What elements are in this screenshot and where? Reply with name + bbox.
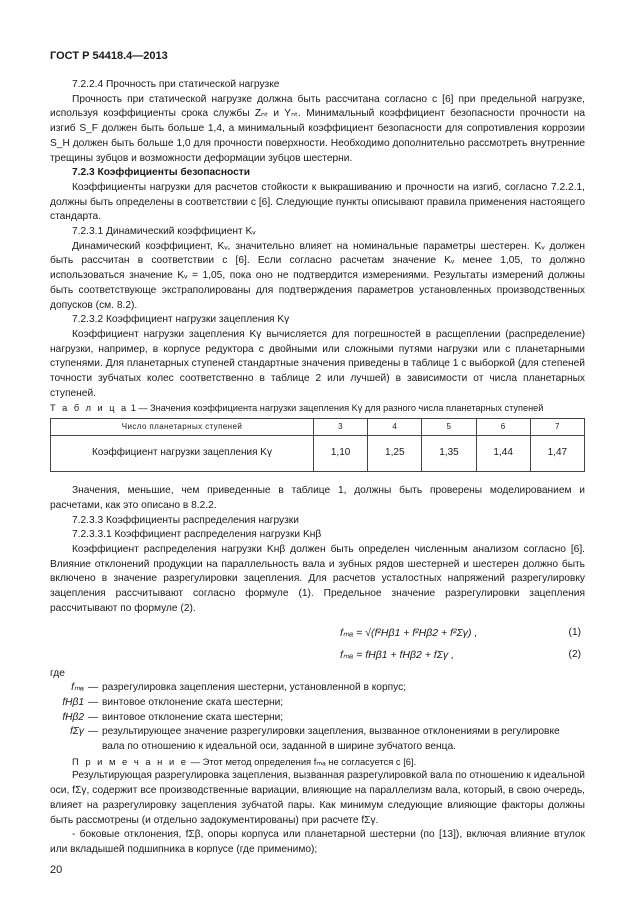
section-7-2-3-title: 7.2.3 Коэффициенты безопасности xyxy=(72,167,251,179)
paragraph: Результирующая разрегулировка зацепления, вызванная разрегулировкой вала по отношению к идеальной оси, fΣγ, содержит все производственные вариации, влияющие на параллелизм вала, который, в свою очередь, влияет на разрегулировку зацепления зубчатой пары. Как минимум следующие влияющие факторы должны быть рассмотрены (и отдельно задокументированы) при расчете fΣγ. xyxy=(50,770,585,826)
definition-text: винтовое отклонение ската шестерни; xyxy=(102,696,284,708)
table-cell: 1,25 xyxy=(368,436,422,472)
planetary-stages-table xyxy=(50,418,585,472)
paragraph: Коэффициенты нагрузки для расчетов стойкости к выкрашиванию и прочности на изгиб, согласно 7.2.2.1, должны быть определены в соответствии с [6]. Следующие пункты описывают правила применения настоящего стандарта. xyxy=(50,181,585,223)
formula-1 xyxy=(50,623,585,645)
where-label: где xyxy=(50,667,65,679)
formula-2 xyxy=(50,645,585,667)
table-caption-lead: Т а б л и ц а xyxy=(50,403,129,414)
table-header-cell: 4 xyxy=(368,419,422,436)
definition-text: винтовое отклонение ската шестерни; xyxy=(102,711,284,723)
table-header-row xyxy=(51,419,585,436)
table-header-cell: 7 xyxy=(530,419,584,436)
table-header-cell: 6 xyxy=(476,419,530,436)
definition-symbol: fₘₐ xyxy=(71,682,84,694)
definition-symbol: fHβ2 xyxy=(62,711,84,723)
table-cell: 1,47 xyxy=(530,436,584,472)
table-row xyxy=(51,436,585,472)
definition-text: разрегулировка зацепления шестерни, установленной в корпус; xyxy=(102,682,407,694)
table-caption-text: 1 — Значения коэффициента нагрузки зацепления Kγ для разного числа планетарных ступеней xyxy=(130,403,544,414)
page-number: 20 xyxy=(50,864,63,876)
note-text: — Этот метод определения fₘₐ не согласуется с [6]. xyxy=(190,755,417,767)
paragraph: Коэффициент распределения нагрузки Kʜβ должен быть определен численным анализом согласно [6]. Влияние отклонений продукции на параллельность вала и зубных рядов шестерней и шестерен должно быть включено в значение разрегулировки зацепления. Для расчетов усталостных напряжений разрегулировку зацепления рассчитывают согласно формуле (1). Предельное значение разрегулировки зацепления рассчитывают по формуле (2). xyxy=(50,543,585,614)
definition-symbol: fHβ1 xyxy=(62,696,84,708)
table-cell: 1,35 xyxy=(422,436,476,472)
table-caption xyxy=(50,401,585,416)
formula-2-expression: fₘₐ = fHβ1 + fHβ2 + fΣγ , xyxy=(340,648,455,661)
paragraph: Динамический коэффициент, Kᵥ, значительно влияет на номинальные параметры шестерен. Kᵥ должен быть рассчитан в соответствии с [6]. Если согласно расчетам значение Kᵥ менее 1,05, то должно использоваться значение Kᵥ = 1,05, пока оно не подтвердится измерениями. Результаты измерений должны быть соответствующе экстраполированы для подтверждения параметров установленных производственных допусков (см. 8.2). xyxy=(50,240,585,311)
table-row-label: Коэффициент нагрузки зацепления Kγ xyxy=(51,436,314,472)
table-header-cell: 5 xyxy=(422,419,476,436)
table-cell: 1,10 xyxy=(314,436,368,472)
section-7-2-3-2-title: 7.2.3.2 Коэффициент нагрузки зацепления Kγ xyxy=(72,314,290,326)
section-7-2-3-1-title: 7.2.3.1 Динамический коэффициент Kᵥ xyxy=(72,226,256,238)
table-header-label: Число планетарных ступеней xyxy=(51,419,314,436)
paragraph: Коэффициент нагрузки зацепления Kγ вычисляется для погрешностей в расщеплении (распределение) нагрузки, например, в корпусе редуктора с двойными или сложными путями нагрузки или с планетарными ступенями. Для планетарных ступеней стандартные значения приведены в таблице 1 с выборкой (для степеней точности зубчатых колес соответственно в таблице 2 или лучшей) в зависимости от числа планетарных ступеней. xyxy=(50,328,585,399)
section-7-2-2-4-title: 7.2.2.4 Прочность при статической нагрузке xyxy=(72,79,280,90)
paragraph: Значения, меньшие, чем приведенные в таблице 1, должны быть проверены моделированием и расчетами, как это описано в 8.2.2. xyxy=(50,485,585,511)
paragraph: - боковые отклонения, fΣβ, опоры корпуса или планетарной шестерни (по [13]), включая влияние втулок или вкладышей подшипника в корпусе (где применимо); xyxy=(50,829,585,855)
formula-1-number: (1) xyxy=(568,626,581,638)
definition-symbol: fΣγ xyxy=(69,726,84,738)
formula-2-number: (2) xyxy=(568,648,581,660)
section-7-2-3-3-1-title: 7.2.3.3.1 Коэффициент распределения нагрузки Kʜβ xyxy=(72,529,322,541)
paragraph: Прочность при статической нагрузке должна быть рассчитана согласно с [6] при предельной нагрузке, используя коэффициенты срока службы Zₙₜ и Yₙₜ. Минимальный коэффициент безопасности прочности на изгиб S_F должен быть больше 1,4, а минимальный коэффициент безопасности для сопротивления коррозии S_H должен быть больше 1,0 для прочности поверхности. Необходимо дополнительно рассмотреть внутренние трещины зубцов и возможности деформации зубцов шестерни. xyxy=(50,93,585,164)
document-body xyxy=(50,78,585,858)
table-header-cell: 3 xyxy=(314,419,368,436)
table-cell: 1,44 xyxy=(476,436,530,472)
section-7-2-3-3-title: 7.2.3.3 Коэффициенты распределения нагрузки xyxy=(72,514,299,526)
definition-text: результирующее значение разрегулировки зацепления, вызванное отклонениями в регулировке вала по отношению к идеальной оси, заданной в ширине зубчатого венца. xyxy=(102,726,560,753)
symbol-definitions: где fₘₐ — разрегулировка зацепления шестерни, установленной в корпус; fHβ1 — винтовое отклонение ската шестерни; fHβ2 — винтовое отклонение ската шестерни; fΣγ — результирующее значение разрегулировки зацепления, вызванное отклонениями в регулировке вала по отношению к идеальной оси, заданной в ширине зубчатого венца. xyxy=(50,667,585,755)
document-header: ГОСТ Р 54418.4—2013 xyxy=(50,50,168,62)
formula-1-expression: fₘₐ = √(f²Hβ1 + f²Hβ2 + f²Σγ) , xyxy=(340,626,478,639)
note-lead: П р и м е ч а н и е xyxy=(72,755,189,767)
note xyxy=(50,755,585,770)
